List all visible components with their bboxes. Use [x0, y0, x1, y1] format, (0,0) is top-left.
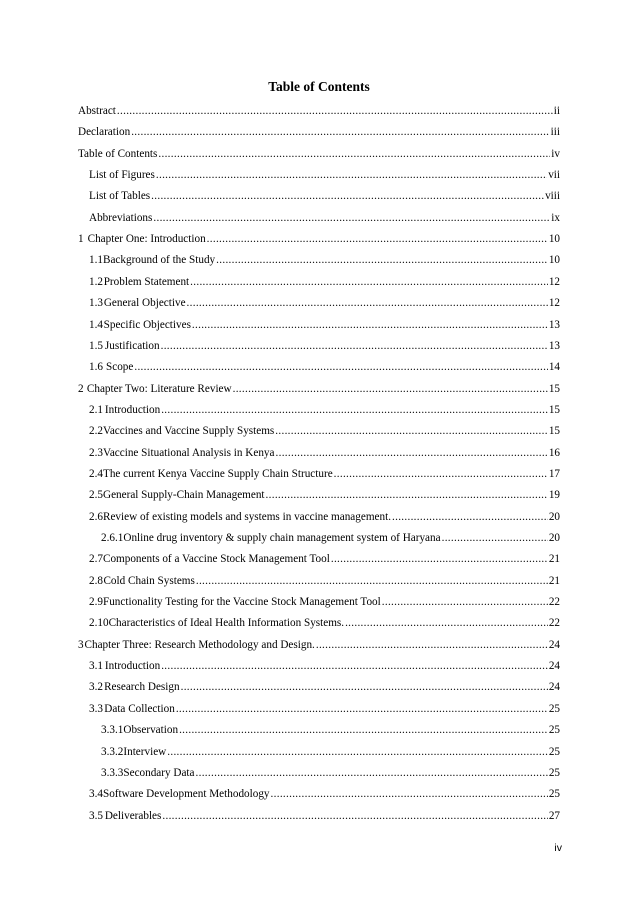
- toc-entry-number: 2.2: [89, 425, 103, 438]
- toc-entry[interactable]: [78, 636, 560, 652]
- toc-dot-leader: [151, 190, 544, 203]
- toc-entry-page: 24: [548, 660, 560, 673]
- toc-entry[interactable]: [89, 657, 560, 673]
- toc-dot-leader: [161, 340, 548, 353]
- toc-entry-label: Components of a Vaccine Stock Management Tool: [102, 553, 330, 566]
- toc-entry-number: 3.3.1: [101, 724, 124, 737]
- toc-entry-label: Background of the Study: [102, 254, 216, 267]
- toc-entry-number: 2.10: [89, 617, 109, 630]
- toc-entry-page: 15: [548, 425, 560, 438]
- toc-entry-number: 3.4: [89, 788, 103, 801]
- toc-entry[interactable]: [89, 700, 560, 716]
- toc-entry-page: iv: [551, 147, 560, 160]
- toc-dot-leader: [382, 596, 548, 609]
- toc-entry-page: 25: [548, 724, 560, 737]
- toc-entry-page: 15: [548, 382, 560, 395]
- toc-entry-number: 3.2: [89, 681, 103, 694]
- toc-entry[interactable]: [78, 380, 560, 396]
- toc-dot-leader: [442, 532, 548, 545]
- toc-entry-number: 1.1: [89, 254, 103, 267]
- toc-entry-page: iii: [550, 126, 560, 139]
- toc-entry[interactable]: [89, 316, 560, 332]
- toc-entry-number: 2.6: [89, 510, 103, 523]
- toc-dot-leader: [271, 788, 548, 801]
- toc-entry-label: List of Figures: [89, 169, 155, 182]
- toc-entry-label: Characteristics of Ideal Health Information Systems.: [108, 617, 345, 630]
- toc-entry-page: 25: [548, 702, 560, 715]
- toc-entry-number: 1.4: [89, 318, 103, 331]
- toc-entry[interactable]: [78, 230, 560, 246]
- toc-entry-number: 3.3.3: [101, 766, 124, 779]
- toc-dot-leader: [192, 319, 548, 332]
- toc-entry-page: ii: [553, 105, 560, 117]
- toc-entry-number: 1.6: [89, 361, 103, 374]
- toc-entry[interactable]: [89, 337, 560, 353]
- toc-entry[interactable]: [78, 123, 560, 139]
- toc-entry[interactable]: [89, 273, 560, 289]
- toc-entry-label: Secondary Data: [123, 766, 195, 779]
- toc-entry-page: 10: [548, 233, 560, 246]
- toc-entry-page: 25: [548, 788, 560, 801]
- toc-entry-label: List of Tables: [89, 190, 151, 203]
- toc-dot-leader: [176, 703, 548, 716]
- toc-entry-page: 22: [548, 596, 560, 609]
- toc-dot-leader: [334, 468, 548, 481]
- toc-entry-label: Research Design: [104, 681, 180, 694]
- toc-dot-leader: [153, 212, 550, 225]
- toc-dot-leader: [167, 746, 548, 759]
- toc-entry-label: Problem Statement: [103, 275, 190, 288]
- toc-dot-leader: [156, 169, 547, 182]
- toc-entry-page: 20: [548, 532, 560, 544]
- toc-entry-page: viii: [545, 190, 560, 203]
- toc-entry-number: 2.3: [89, 446, 103, 459]
- toc-dot-leader: [161, 404, 548, 417]
- toc-entry[interactable]: [78, 102, 560, 118]
- toc-entry-label: Chapter One: Introduction: [87, 233, 206, 246]
- toc-entry-page: ix: [551, 211, 560, 224]
- toc-entry[interactable]: [101, 529, 560, 545]
- toc-entry[interactable]: [89, 358, 560, 374]
- toc-entry-label: Review of existing models and systems in vaccine management.: [102, 510, 391, 523]
- toc-entry-page: 25: [548, 766, 560, 779]
- toc-entry[interactable]: [89, 444, 560, 460]
- toc-entry-page: 12: [548, 297, 560, 310]
- toc-entry-number: 2.7: [89, 553, 103, 566]
- toc-dot-leader: [196, 575, 548, 588]
- toc-entry-number: 3: [78, 638, 84, 651]
- toc-entry-label: Specific Objectives: [103, 318, 191, 331]
- toc-entry-label: General Objective: [103, 297, 186, 310]
- toc-entry-page: 14: [548, 361, 560, 374]
- toc-entry-number: 1: [78, 233, 84, 246]
- toc-entry-label: Declaration: [78, 126, 131, 139]
- toc-entry-number: 1.2: [89, 275, 103, 288]
- toc-entry-page: 27: [548, 809, 560, 822]
- page-number: iv: [554, 842, 562, 854]
- toc-entry-number: 2.8: [89, 574, 103, 587]
- toc-entry[interactable]: [89, 401, 560, 417]
- toc-entry-label: Chapter Two: Literature Review: [86, 382, 232, 395]
- toc-entry-number: 2.6.1: [101, 532, 124, 544]
- page-title: Table of Contents: [268, 79, 370, 94]
- toc-entry-label: Chapter Three: Research Methodology and Design.: [84, 638, 315, 651]
- toc-entry-page: 25: [548, 745, 560, 758]
- toc-entry-label: Data Collection: [104, 702, 175, 715]
- toc-entry-number: 2: [78, 382, 84, 395]
- toc-entry-number: 2.5: [89, 489, 103, 502]
- toc-entry[interactable]: [89, 209, 560, 225]
- toc-entry[interactable]: [78, 145, 560, 161]
- toc-dot-leader: [392, 511, 548, 524]
- toc-dot-leader: [158, 148, 550, 161]
- toc-entry-label: Introduction: [104, 660, 161, 673]
- toc-dot-leader: [187, 297, 548, 310]
- toc-entry-label: Table of Contents: [78, 147, 158, 160]
- toc-entry-page: 21: [548, 574, 560, 587]
- toc-entry[interactable]: [89, 422, 560, 438]
- toc-entry-page: 21: [548, 553, 560, 566]
- toc-dot-leader: [233, 383, 548, 396]
- toc-entry[interactable]: [89, 807, 560, 823]
- toc-entry[interactable]: [89, 508, 560, 524]
- toc-entry-page: 20: [548, 510, 560, 523]
- toc-dot-leader: [275, 425, 548, 438]
- toc-dot-leader: [131, 126, 549, 139]
- toc-dot-leader: [117, 105, 553, 118]
- toc-dot-leader: [316, 639, 548, 652]
- toc-entry[interactable]: [101, 743, 560, 759]
- toc-entry-label: Online drug inventory & supply chain management system of Haryana: [123, 532, 441, 544]
- toc-dot-leader: [134, 361, 547, 374]
- toc-entry[interactable]: [89, 187, 560, 203]
- toc-entry-page: 12: [548, 275, 560, 288]
- toc-entry-label: Deliverables: [104, 809, 162, 822]
- toc-entry-number: 1.5: [89, 339, 103, 352]
- toc-entry-page: 19: [548, 489, 560, 502]
- toc-dot-leader: [345, 617, 548, 630]
- toc-dot-leader: [207, 233, 548, 246]
- toc-entry-number: 3.5: [89, 809, 103, 822]
- toc-entry-page: 13: [548, 339, 560, 352]
- toc-entry-label: General Supply-Chain Management: [102, 489, 265, 502]
- toc-dot-leader: [190, 276, 548, 289]
- toc-dot-leader: [266, 489, 548, 502]
- toc-entry-label: Functionality Testing for the Vaccine Stock Management Tool: [102, 596, 381, 609]
- toc-entry-page: 15: [548, 403, 560, 416]
- toc-entry[interactable]: [89, 166, 560, 182]
- toc-entry[interactable]: [89, 593, 560, 609]
- toc-entry-label: Vaccine Situational Analysis in Kenya: [102, 446, 275, 459]
- toc-entry-label: Observation: [123, 724, 179, 737]
- toc-entry-label: Justification: [104, 339, 160, 352]
- toc-entry-page: 24: [548, 681, 560, 694]
- toc-entry[interactable]: [89, 486, 560, 502]
- toc-dot-leader: [216, 254, 548, 267]
- toc-dot-leader: [331, 553, 548, 566]
- toc-entry-label: Interview: [123, 745, 167, 758]
- toc-entry-label: Vaccines and Vaccine Supply Systems: [102, 425, 275, 438]
- toc-entry[interactable]: [89, 294, 560, 310]
- toc-entry-label: Introduction: [104, 403, 161, 416]
- toc-entry-label: Scope: [106, 361, 134, 374]
- toc-dot-leader: [179, 724, 548, 737]
- toc-entry-number: 3.3: [89, 702, 103, 715]
- toc-entry-label: Software Development Methodology: [102, 788, 270, 801]
- toc-entry-number: 2.1: [89, 403, 103, 416]
- toc-entry[interactable]: [89, 678, 560, 694]
- toc-entry-page: 17: [548, 467, 560, 480]
- toc-entry-page: 22: [548, 617, 560, 630]
- toc-dot-leader: [181, 681, 548, 694]
- toc-entry[interactable]: [101, 764, 560, 780]
- toc-entry[interactable]: [89, 550, 560, 566]
- toc-entry-number: 3.3.2: [101, 745, 124, 758]
- toc-entry-number: 2.4: [89, 467, 103, 480]
- toc-entry-page: vii: [548, 169, 560, 182]
- toc-dot-leader: [161, 660, 548, 673]
- toc-entry-label: The current Kenya Vaccine Supply Chain Structure: [102, 467, 333, 480]
- toc-entry[interactable]: [89, 785, 560, 801]
- toc-entry-page: 13: [548, 318, 560, 331]
- toc-dot-leader: [196, 767, 548, 780]
- toc-entry-number: 3.1: [89, 660, 103, 673]
- toc-dot-leader: [162, 810, 547, 823]
- toc-entry-number: 2.9: [89, 596, 103, 609]
- toc-entry-page: 10: [548, 254, 560, 267]
- toc-entry[interactable]: [89, 251, 560, 267]
- toc-entry-label: Abstract: [78, 105, 116, 117]
- toc-entry[interactable]: [101, 721, 560, 737]
- toc-entry-label: Cold Chain Systems: [103, 574, 195, 587]
- toc-entry[interactable]: [89, 614, 560, 630]
- toc-entry-page: 24: [548, 638, 560, 651]
- toc-entry-label: Abbreviations: [89, 211, 153, 224]
- toc-entry[interactable]: [89, 465, 560, 481]
- toc-dot-leader: [276, 447, 548, 460]
- toc-entry-number: 1.3: [89, 297, 103, 310]
- toc-entry-page: 16: [548, 446, 560, 459]
- toc-entry[interactable]: [89, 572, 560, 588]
